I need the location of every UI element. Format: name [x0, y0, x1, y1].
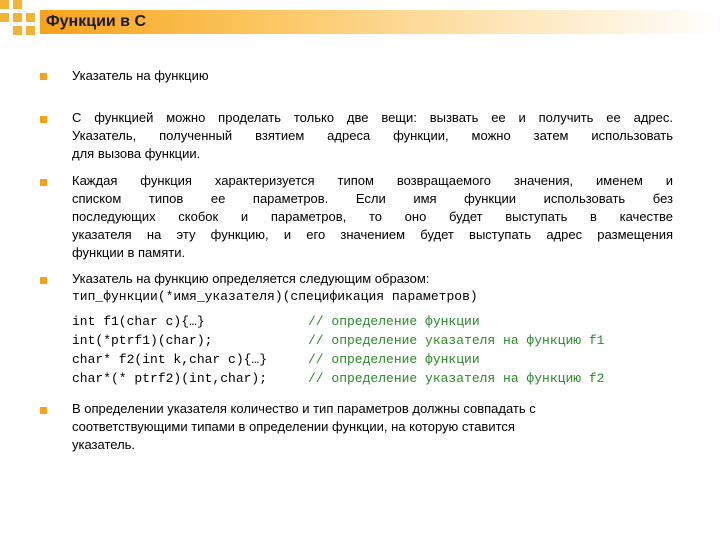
bullet-marker-5 — [40, 407, 47, 414]
bullet-text-2 — [72, 109, 673, 163]
text-line: для вызова функции. — [72, 146, 201, 161]
bullet-text-1 — [72, 67, 673, 85]
text-line: Каждая функция характеризуется типом возвращаемого значения, именем и — [72, 173, 673, 188]
syntax-line: тип_функции(*имя_указателя)(спецификация параметров) — [72, 289, 478, 304]
bullet-marker-2 — [40, 116, 47, 123]
text-line: Указатель на функцию определяется следующим образом: — [72, 271, 430, 286]
code-row — [72, 350, 480, 369]
corner-block-4 — [13, 13, 22, 22]
text-line: Указатель на функцию — [72, 68, 209, 83]
code-row — [72, 369, 605, 388]
code-comment: // определение указателя на функцию f2 — [308, 371, 605, 386]
text-line: С функцией можно проделать только две вещи: вызвать ее и получить ее адрес. — [72, 110, 673, 125]
bullet-text-3 — [72, 172, 673, 262]
bullet-marker-1 — [40, 73, 47, 80]
code-row — [72, 312, 480, 331]
corner-block-3 — [0, 13, 9, 22]
code-statement: char* f2(int k,char c){…} — [72, 352, 268, 367]
code-statement: char*(* ptrf2)(int,char); — [72, 371, 268, 386]
code-comment: // определение указателя на функцию f1 — [308, 333, 605, 348]
text-line: функции в памяти. — [72, 245, 186, 260]
corner-block-7 — [26, 26, 35, 35]
bullet-marker-3 — [40, 179, 47, 186]
code-block — [72, 312, 605, 388]
corner-block-5 — [26, 13, 35, 22]
bullet-text-4 — [72, 270, 673, 306]
code-statement: int f1(char c){…} — [72, 314, 205, 329]
text-line: В определении указателя количество и тип параметров должны совпадать с — [72, 401, 536, 416]
slide-title: Функции в С — [46, 13, 147, 30]
code-comment: // определение функции — [308, 352, 480, 367]
code-comment: // определение функции — [308, 314, 480, 329]
text-line: Указатель, полученный взятием адреса функции, можно затем использовать — [72, 128, 673, 143]
corner-block-2 — [13, 0, 22, 9]
corner-block-6 — [13, 26, 22, 35]
text-line: списком типов ее параметров. Если имя функции использовать без — [72, 191, 673, 206]
code-row — [72, 331, 605, 350]
text-line: указатель. — [72, 437, 136, 452]
text-line: последующих скобок и параметров, то оно будет выступать в качестве — [72, 209, 673, 224]
bullet-text-5 — [72, 400, 673, 454]
bullet-marker-4 — [40, 277, 47, 284]
code-statement: int(*ptrf1)(char); — [72, 333, 213, 348]
corner-block-1 — [0, 0, 9, 9]
text-line: соответствующими типами в определении функции, на которую ставится — [72, 419, 515, 434]
text-line: указателя на эту функцию, и его значением будет выступать адрес размещения — [72, 227, 673, 242]
